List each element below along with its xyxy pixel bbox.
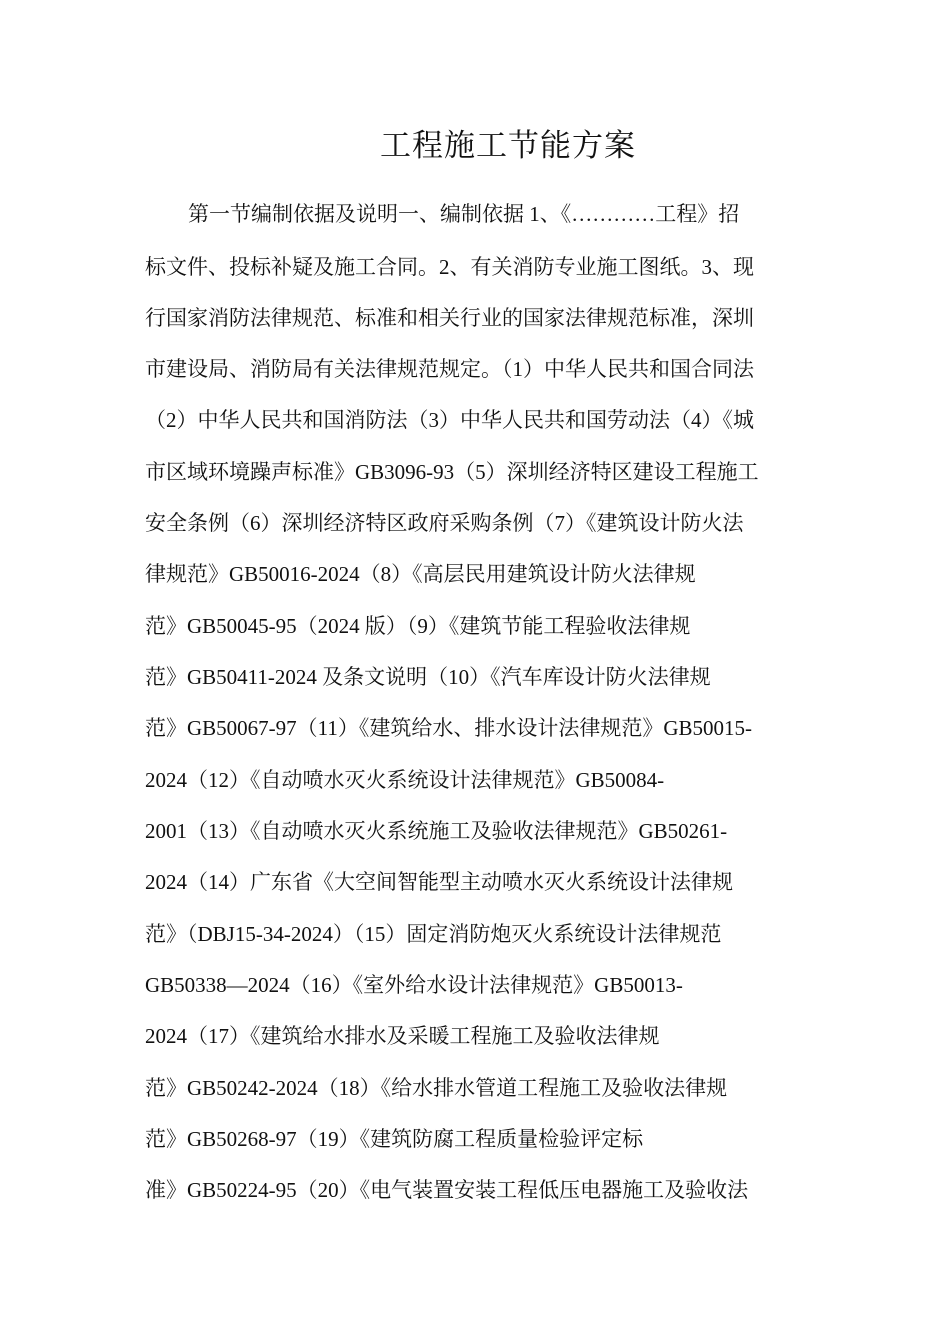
body-line: 范》GB50045-95（2024 版）（9）《建筑节能工程验收法律规 (145, 614, 691, 638)
body-line: 2024（12）《自动喷水灭火系统设计法律规范》GB50084- (145, 768, 665, 792)
body-line: 范》（DBJ15-34-2024）（15）固定消防炮灭火系统设计法律规范 (145, 922, 722, 946)
body-line: 市区域环境躁声标准》GB3096-93（5）深圳经济特区建设工程施工 (145, 460, 759, 484)
body-line: 第一节编制依据及说明一、编制依据 1、《…………工程》招 (188, 202, 740, 226)
document-title: 工程施工节能方案 (380, 128, 636, 164)
body-line: 2001（13）《自动喷水灭火系统施工及验收法律规范》GB50261- (145, 819, 728, 843)
body-line: （2）中华人民共和国消防法（3）中华人民共和国劳动法（4）《城 (145, 408, 754, 432)
body-line: 市建设局、消防局有关法律规范规定。（1）中华人民共和国合同法 (145, 357, 754, 381)
body-line: GB50338—2024（16）《室外给水设计法律规范》GB50013- (145, 973, 683, 997)
body-line: 范》GB50242-2024（18）《给水排水管道工程施工及验收法律规 (145, 1076, 728, 1100)
body-line: 标文件、投标补疑及施工合同。2、有关消防专业施工图纸。3、现 (145, 255, 754, 279)
body-line: 行国家消防法律规范、标准和相关行业的国家法律规范标准，深圳 (145, 306, 754, 330)
body-line: 范》GB50067-97（11）《建筑给水、排水设计法律规范》GB50015- (145, 716, 753, 740)
body-line: 范》GB50268-97（19）《建筑防腐工程质量检验评定标 (145, 1127, 644, 1151)
body-line: 律规范》GB50016-2024（8）《高层民用建筑设计防火法律规 (145, 562, 696, 586)
body-line: 范》GB50411-2024 及条文说明（10）《汽车库设计防火法律规 (145, 665, 711, 689)
body-line: 准》GB50224-95（20）《电气装置安装工程低压电器施工及验收法 (145, 1178, 749, 1202)
body-line: 2024（17）《建筑给水排水及采暖工程施工及验收法律规 (145, 1024, 660, 1048)
body-line: 2024（14）广东省《大空间智能型主动喷水灭火系统设计法律规 (145, 870, 733, 894)
body-line: 安全条例（6）深圳经济特区政府采购条例（7）《建筑设计防火法 (145, 511, 744, 535)
